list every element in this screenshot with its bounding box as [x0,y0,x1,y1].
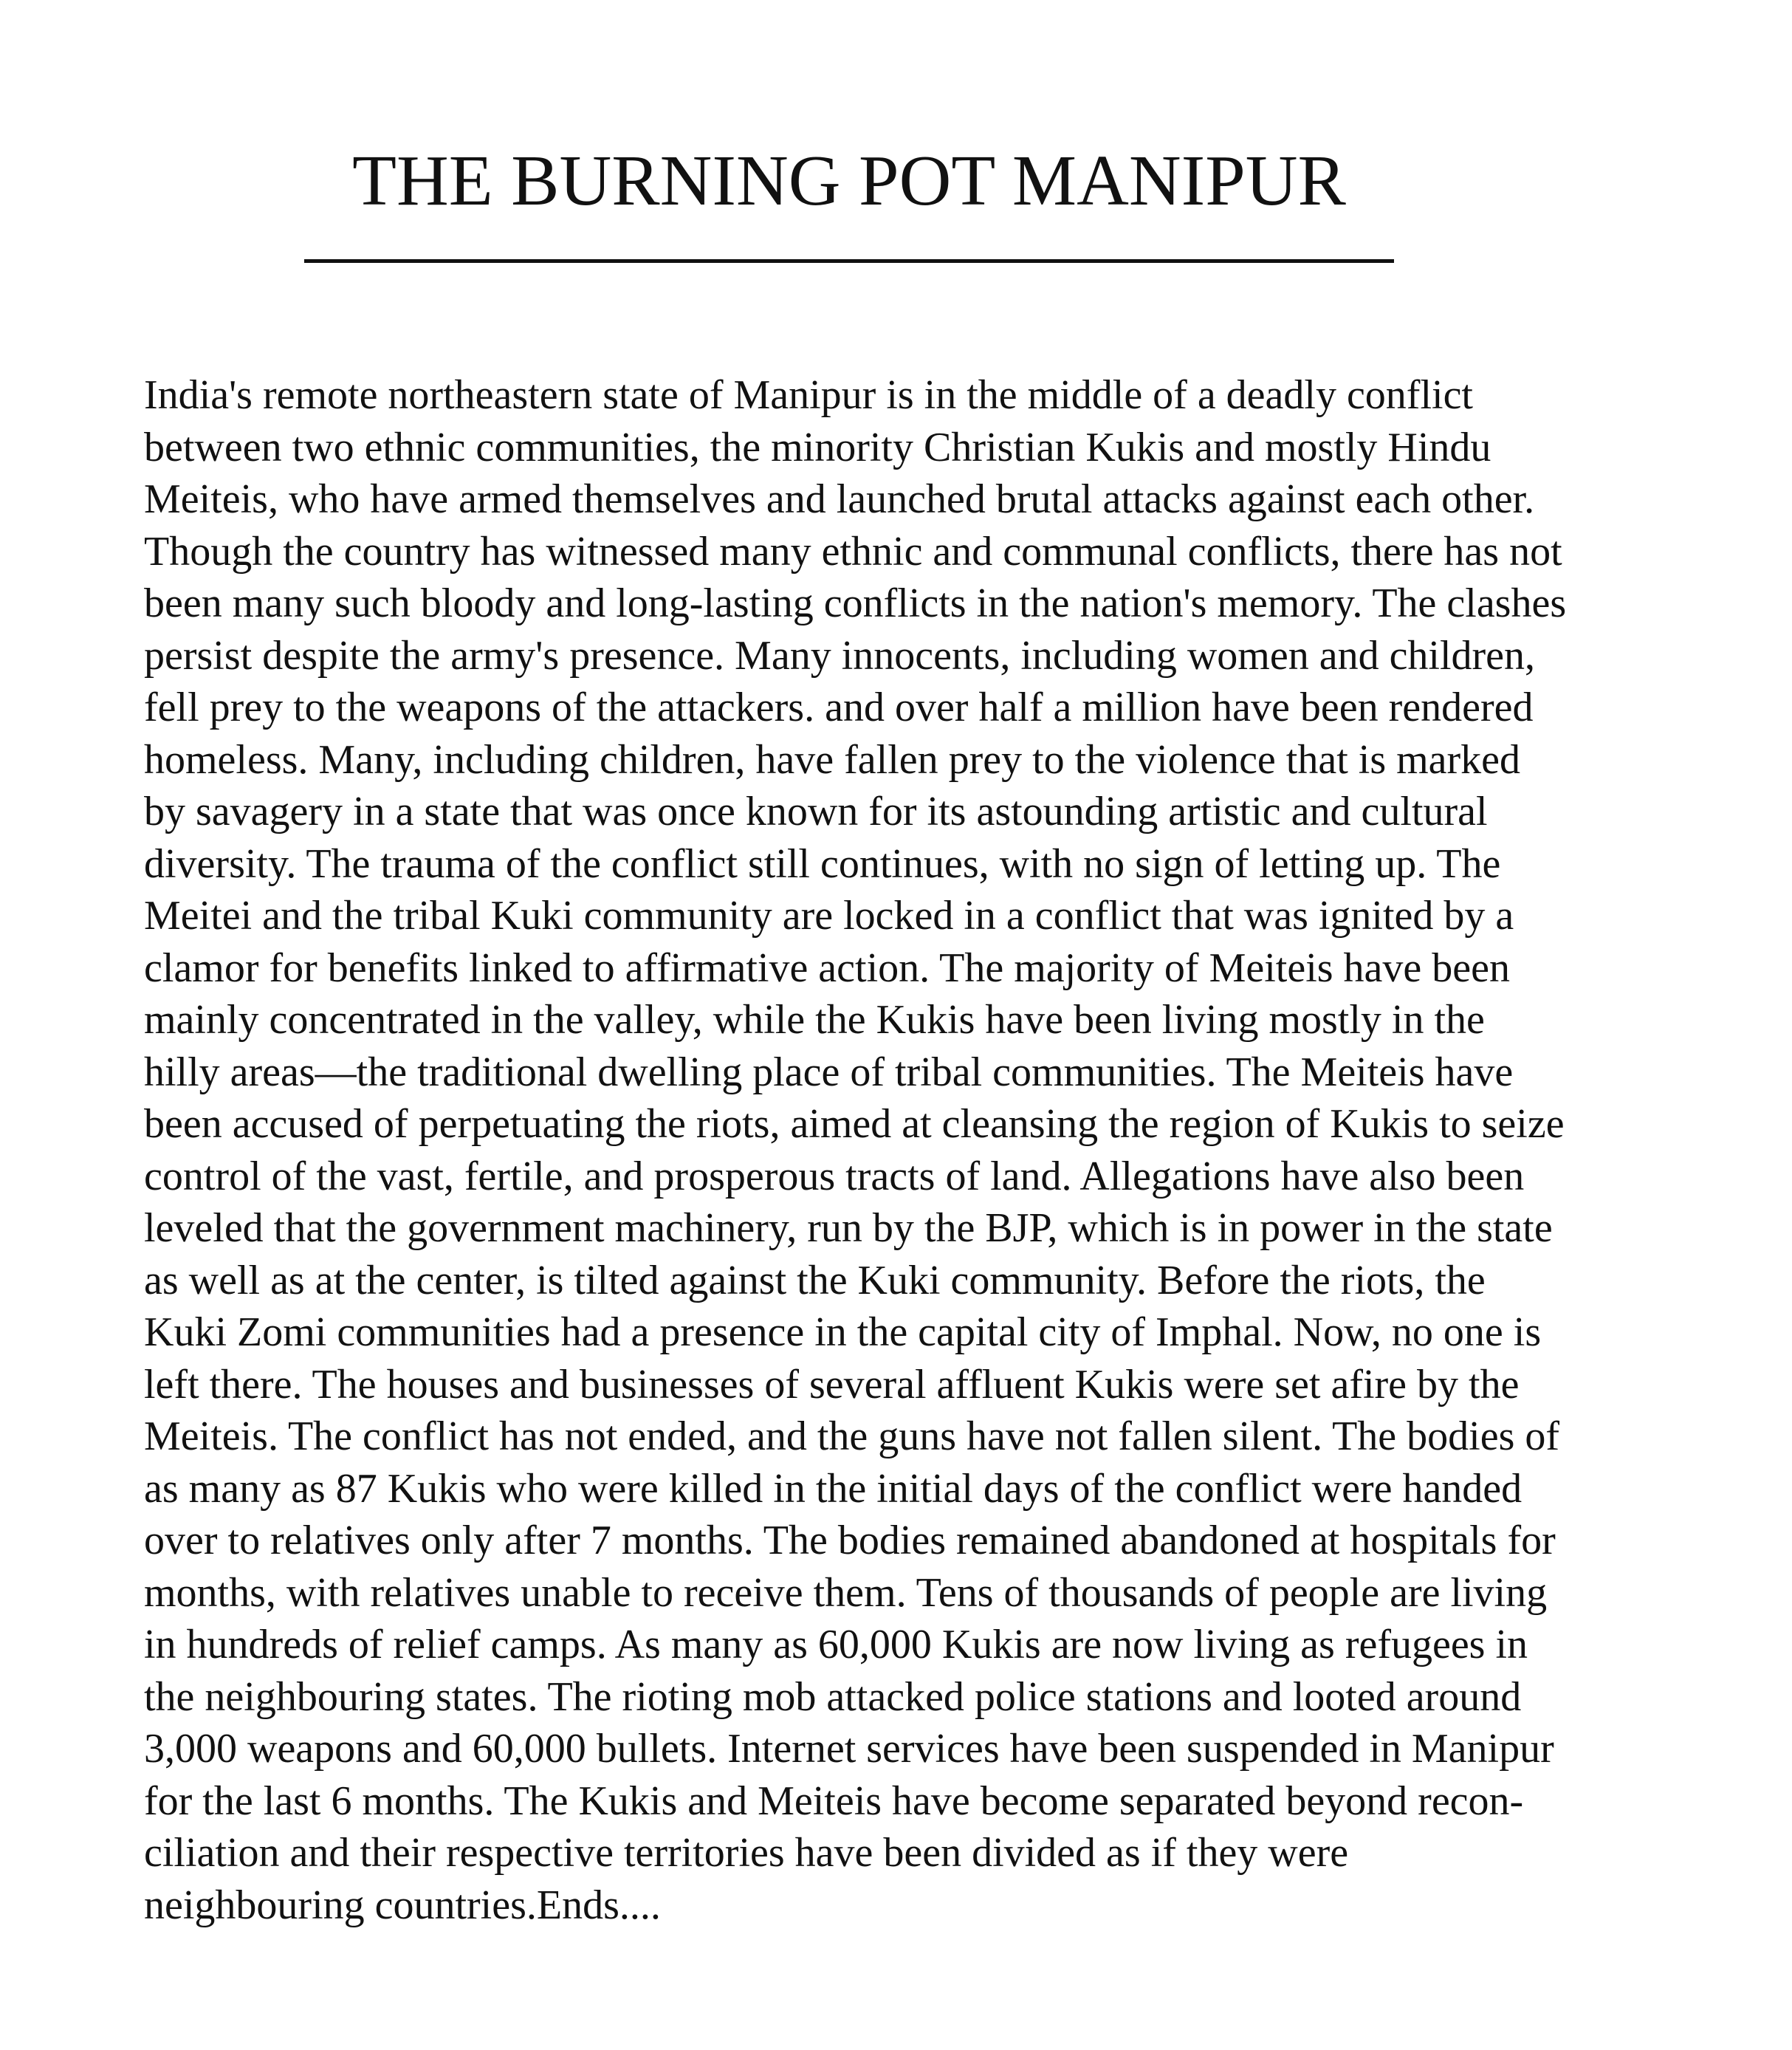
body-line: Meitei and the tribal Kuki community are locked in a conflict that was ignited by a [144,893,1514,939]
body-line: leveled that the government machinery, run by the BJP, which is in power in the state [144,1205,1553,1251]
body-line: Kuki Zomi communities had a presence in the capital city of Imphal. Now, no one is [144,1309,1542,1355]
body-line: diversity. The trauma of the conflict still continues, with no sign of letting up. The [144,840,1501,887]
article-body [144,369,1665,1931]
body-line: Meiteis. The conflict has not ended, and the guns have not fallen silent. The bodies of [144,1413,1560,1459]
body-line: for the last 6 months. The Kukis and Meiteis have become separated beyond recon- [144,1778,1524,1824]
body-line: by savagery in a state that was once known for its astounding artistic and cultural [144,789,1488,834]
body-line: as many as 87 Kukis who were killed in the initial days of the conflict were handed [144,1465,1522,1512]
title-underline [304,259,1394,263]
body-line: between two ethnic communities, the minority Christian Kukis and mostly Hindu [144,424,1491,470]
body-line: 3,000 weapons and 60,000 bullets. Internet services have been suspended in Manipur [144,1726,1554,1772]
body-line: as well as at the center, is tilted against the Kuki community. Before the riots, the [144,1257,1486,1303]
body-line: Though the country has witnessed many ethnic and communal conflicts, there has not [144,528,1562,575]
body-line: control of the vast, fertile, and prosperous tracts of land. Allegations have also been [144,1153,1525,1199]
body-line: hilly areas—the traditional dwelling place of tribal communities. The Meiteis have [144,1049,1514,1095]
body-line: in hundreds of relief camps. As many as 60,000 Kukis are now living as refugees in [144,1622,1528,1667]
body-line: Meiteis, who have armed themselves and launched brutal attacks against each other. [144,476,1535,522]
body-line: over to relatives only after 7 months. The bodies remained abandoned at hospitals for [144,1518,1556,1563]
body-line: clamor for benefits linked to affirmative action. The majority of Meiteis have been [144,945,1510,991]
body-line: ciliation and their respective territories have been divided as if they were [144,1830,1349,1876]
body-line: persist despite the army's presence. Many innocents, including women and children, [144,632,1536,679]
body-line: India's remote northeastern state of Manipur is in the middle of a deadly conflict [144,372,1473,418]
body-line: been many such bloody and long-lasting conflicts in the nation's memory. The clashes [144,580,1567,626]
body-line: the neighbouring states. The rioting mob attacked police stations and looted around [144,1673,1522,1720]
body-line: neighbouring countries.Ends.... [144,1882,661,1928]
body-line: left there. The houses and businesses of several affluent Kukis were set afire by the [144,1361,1520,1408]
body-line: been accused of perpetuating the riots, aimed at cleansing the region of Kukis to seize [144,1101,1565,1147]
body-line: homeless. Many, including children, have fallen prey to the violence that is marked [144,736,1521,783]
document-title: THE BURNING POT MANIPUR [352,141,1346,221]
body-line: mainly concentrated in the valley, while the Kukis have been living mostly in the [144,997,1485,1043]
body-line: months, with relatives unable to receive them. Tens of thousands of people are living [144,1569,1548,1616]
body-line: fell prey to the weapons of the attackers. and over half a million have been rendered [144,685,1534,730]
